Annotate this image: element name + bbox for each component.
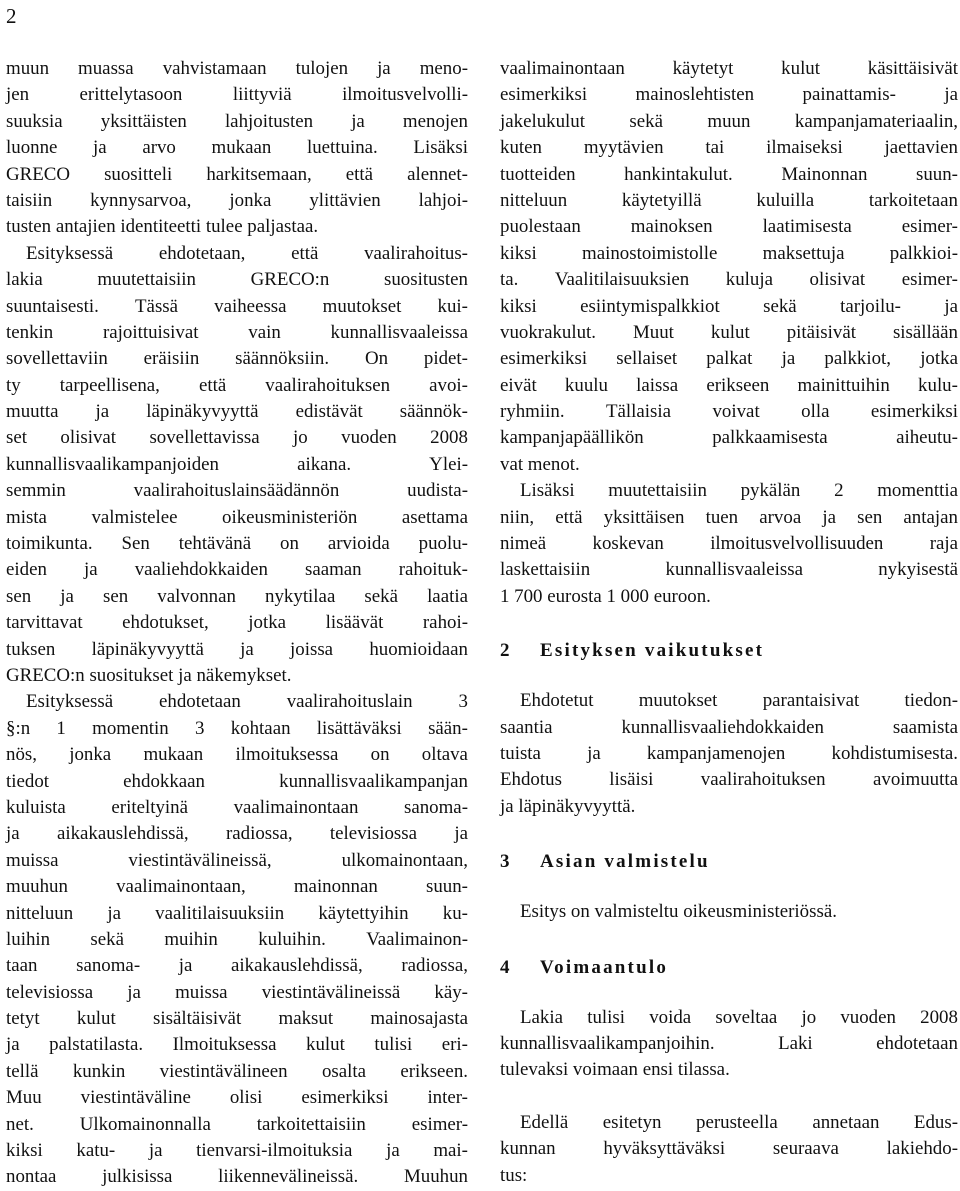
text-line: taisiin kynnysarvoa, jonka ylittävien lahjoi-	[6, 189, 468, 211]
text-line: tenkin rajoittuisivat vain kunnallisvaaleissa	[6, 321, 468, 343]
text-line: puolestaan mainoksen laatimisesta esimer-	[500, 216, 958, 238]
text-line: sovellettaviin eräisiin säännöksiin. On pidet-	[6, 348, 468, 370]
text-line: kuluista eriteltyinä vaalimainontaan sanoma-	[6, 796, 468, 818]
text-line: esimerkiksi sellaiset palkat ja palkkiot, jotka	[500, 348, 958, 370]
text-line: nitteluun käytetyillä kuluilla tarkoitetaan	[500, 189, 958, 211]
text-line: semmin vaalirahoituslainsäädännön uudista-	[6, 480, 468, 502]
section-title: Esityksen vaikutukset	[540, 640, 765, 662]
section-title: Asian valmistelu	[540, 851, 710, 873]
paragraph-reporting-threshold	[500, 478, 958, 610]
text-line: kampanjapäällikön palkkaamisesta aiheutu-	[500, 427, 958, 449]
text-line: kiksi mainostoimistolle maksettuja palkkioi-	[500, 242, 958, 264]
text-line: GRECO:n suositukset ja näkemykset.	[6, 664, 292, 686]
text-line: tuksen läpinäkyvyyttä ja joissa huomioidaan	[6, 638, 468, 660]
text-line: muutta ja läpinäkyvyyttä edistävät säännök-	[6, 401, 468, 423]
text-line: esimerkiksi mainoslehtisten painattamis- ja	[500, 84, 958, 106]
paragraph-campaign-costs	[500, 56, 958, 478]
text-line: tiedot ehdokkaan kunnallisvaalikampanjan	[6, 770, 468, 792]
section-number: 2	[500, 640, 510, 662]
text-line: §:n 1 momentin 3 kohtaan lisättäväksi sään-	[6, 717, 468, 739]
text-line: saantia kunnallisvaaliehdokkaiden saamista	[500, 716, 958, 738]
text-line: laskettaisiin kunnallisvaaleissa nykyisestä	[500, 559, 958, 581]
text-line: nös, jonka mukaan ilmoituksessa on oltava	[6, 744, 468, 766]
section-3-body	[500, 899, 958, 925]
text-line: kunnallisvaalikampanjoihin. Laki ehdotetaan	[500, 1032, 958, 1054]
text-line: muuhun vaalimainontaan, mainonnan suun-	[6, 876, 468, 898]
text-line: kunnan hyväksyttäväksi seuraava lakiehdo-	[500, 1138, 958, 1160]
text-line: sen ja sen valvonnan nykytilaa sekä laatia	[6, 585, 468, 607]
text-line: kiksi esiintymispalkkiot sekä tarjoilu- ja	[500, 295, 958, 317]
text-line: nontaa julkisissa liikennevälineissä. Muuhun	[6, 1166, 468, 1188]
text-line: tuista ja kampanjamenojen kohdistumisesta.	[500, 742, 958, 764]
text-line: kiksi katu- ja tienvarsi-ilmoituksia ja mai-	[6, 1140, 468, 1162]
closing-paragraph	[500, 1110, 958, 1189]
text-line: Esityksessä ehdotetaan, että vaalirahoitus-	[26, 242, 468, 264]
text-line: suuksia yksittäisten lahjoitusten ja menojen	[6, 110, 468, 132]
text-line: Edellä esitetyn perusteella annetaan Edus-	[520, 1111, 958, 1133]
text-line: kunnallisvaalikampanjoiden aikana. Ylei-	[6, 453, 468, 475]
text-line: net. Ulkomainonnalla tarkoitettaisiin esimer-	[6, 1113, 468, 1135]
text-line: jen erittelytasoon liittyviä ilmoitusvelvolli-	[6, 84, 468, 106]
text-line: tulevaksi voimaan ensi tilassa.	[500, 1059, 730, 1081]
text-line: ja palstatilasta. Ilmoituksessa kulut tulisi eri-	[6, 1034, 468, 1056]
text-line: mista valmistelee oikeusministeriön asettama	[6, 506, 468, 528]
text-line: jakelukulut sekä muun kampanjamateriaalin,	[500, 110, 958, 132]
section-4-heading	[500, 955, 958, 981]
text-line: luihin sekä muihin kuluihin. Vaalimainon-	[6, 928, 468, 950]
text-line: vaalimainontaan käytetyt kulut käsittäisivät	[500, 58, 958, 79]
text-line: ty tarpeellisena, että vaalirahoituksen avoi-	[6, 374, 468, 396]
text-line: Esityksessä ehdotetaan vaalirahoituslain 3	[26, 691, 468, 713]
text-line: suuntaisesti. Tässä vaiheessa muutokset kui-	[6, 295, 468, 317]
text-line: Lisäksi muutettaisiin pykälän 2 momenttia	[520, 480, 958, 502]
text-line: Ehdotus lisäisi vaalirahoituksen avoimuutta	[500, 769, 958, 791]
text-line: taan sanoma- ja aikakauslehdissä, radiossa,	[6, 955, 468, 977]
text-line: tuotteiden hankintakulut. Mainonnan suun-	[500, 163, 958, 185]
text-line: muun muassa vahvistamaan tulojen ja meno-	[6, 58, 468, 79]
section-2-body	[500, 688, 958, 820]
text-line: toimikunta. Sen tehtävänä on arvioida puolu-	[6, 533, 468, 555]
text-line: kuten myytävien tai ilmaiseksi jaettavien	[500, 137, 958, 159]
section-number: 4	[500, 956, 510, 978]
text-line: nimeä koskevan ilmoitusvelvollisuuden raja	[500, 533, 958, 555]
text-line: Lakia tulisi voida soveltaa jo vuoden 2008	[520, 1006, 958, 1028]
right-column	[500, 56, 958, 1189]
text-line: vuokrakulut. Muut kulut pitäisivät sisällään	[500, 321, 958, 343]
section-3-heading	[500, 849, 958, 875]
text-line: Muu viestintäväline olisi esimerkiksi inter-	[6, 1087, 468, 1109]
left-column	[6, 56, 468, 1191]
text-line: nitteluun ja vaalitilaisuuksiin käytettyihin ku-	[6, 902, 468, 924]
text-line: ryhmiin. Tällaisia voivat olla esimerkiksi	[500, 401, 958, 423]
text-line: eiden ja vaaliehdokkaiden saaman rahoituk-	[6, 559, 468, 581]
text-line: Ehdotetut muutokset parantaisivat tiedon-	[520, 690, 958, 712]
text-line: luonne ja arvo mukaan luettuina. Lisäksi	[6, 137, 468, 159]
text-line: set olisivat sovellettavissa jo vuoden 2008	[6, 427, 468, 449]
section-4-body	[500, 1005, 958, 1084]
section-2-heading	[500, 638, 958, 664]
text-line: Esitys on valmisteltu oikeusministeriössä.	[520, 901, 837, 923]
text-line: GRECO suositteli harkitsemaan, että alennet-	[6, 163, 468, 185]
text-line: 1 700 eurosta 1 000 euroon.	[500, 585, 711, 607]
text-line: lakia muutettaisiin GRECO:n suositusten	[6, 269, 468, 291]
text-line: tetyt kulut sisältäisivät maksut mainosajasta	[6, 1008, 468, 1030]
text-line: televisiossa ja muissa viestintävälineissä käy-	[6, 981, 468, 1003]
text-line: ja läpinäkyvyyttä.	[500, 795, 636, 817]
text-line: eivät kuulu laissa erikseen mainittuihin kulu-	[500, 374, 958, 396]
text-line: tarvittavat ehdotukset, jotka lisäävät rahoi-	[6, 612, 468, 634]
section-number: 3	[500, 851, 510, 873]
text-line: ja aikakauslehdissä, radiossa, televisiossa ja	[6, 823, 468, 845]
text-line: tellä kunkin viestintävälineen osalta erikseen.	[6, 1060, 468, 1082]
section-title: Voimaantulo	[540, 956, 669, 978]
text-line: muissa viestintävälineissä, ulkomainontaan,	[6, 849, 468, 871]
text-line: niin, että yksittäisen tuen arvoa ja sen antajan	[500, 506, 958, 528]
text-line: tus:	[500, 1164, 528, 1186]
text-line: vat menot.	[500, 453, 580, 475]
text-line: ta. Vaalitilaisuuksien kuluja olisivat esimer-	[500, 269, 958, 291]
page-number: 2	[6, 4, 17, 28]
text-line: tusten antajien identiteetti tulee paljastaa.	[6, 216, 319, 238]
